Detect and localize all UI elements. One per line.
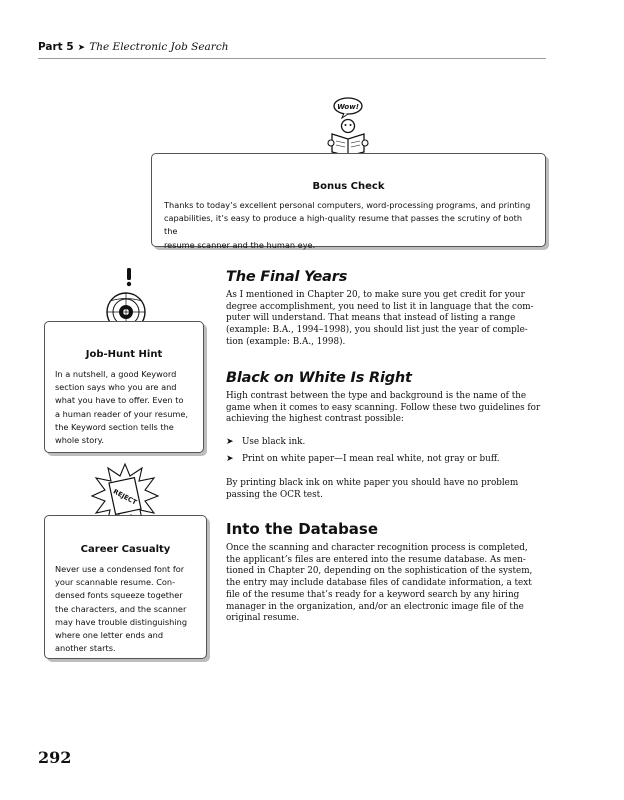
text-line: passing the OCR test. xyxy=(226,489,323,500)
text-line: tion (example: B.A., 1998). xyxy=(226,336,346,347)
text-line: In a nutshell, a good Keyword xyxy=(55,369,177,379)
text-line: where one letter ends and xyxy=(55,630,164,641)
section-paragraph xyxy=(226,543,548,625)
career-casualty-title: Career Casualty xyxy=(80,544,171,555)
text-line: the applicant’s files are entered into the resume database. As men- xyxy=(226,554,526,565)
text-line: As I mentioned in Chapter 20, to make sure you get credit for your xyxy=(226,290,525,300)
career-casualty-text xyxy=(55,563,196,655)
arrow-bullet-icon: ➤ xyxy=(226,454,234,464)
page-number: 292 xyxy=(38,748,72,767)
bonus-check-text xyxy=(164,199,533,252)
text-line: file of the resume that’s ready for a keyword search by any hiring xyxy=(226,589,520,600)
section-paragraph xyxy=(226,478,548,501)
bullet-text: Use black ink. xyxy=(242,437,306,447)
header-part-label: Part 5 xyxy=(38,41,74,53)
text-line: Thanks to today’s excellent personal computers, word-processing programs, and printing xyxy=(164,200,531,210)
section-paragraph xyxy=(226,290,548,349)
text-line: another starts. xyxy=(55,643,116,654)
job-hunt-hint-text xyxy=(55,368,193,447)
text-line: Never use a condensed font for xyxy=(55,564,185,574)
text-line: manager in the organization, and/or an electronic image file of the xyxy=(226,601,524,612)
text-line: the characters, and the scanner xyxy=(55,603,187,614)
reject-stamp-label: REJECT xyxy=(111,487,139,507)
text-line: game when it comes to easy scanning. Follow these two guidelines for xyxy=(226,402,541,413)
arrow-bullet-icon: ➤ xyxy=(226,437,234,447)
bullet-text: Print on white paper—I mean real white, not gray or buff. xyxy=(242,454,500,464)
text-line: original resume. xyxy=(226,613,300,624)
text-line: what you have to offer. Even to xyxy=(55,395,184,406)
text-line: capabilities, it’s easy to produce a high-quality resume that passes the scrutiny of both the xyxy=(164,213,523,237)
section-final-years xyxy=(226,269,548,349)
wow-label: Wow! xyxy=(337,103,359,111)
text-line: densed fonts squeeze together xyxy=(55,590,183,601)
section-heading: Into the Database xyxy=(226,520,379,538)
bonus-check-box xyxy=(151,153,546,250)
text-line: By printing black ink on white paper you should have no problem xyxy=(226,478,519,488)
bonus-check-title: Bonus Check xyxy=(312,181,385,192)
section-paragraph xyxy=(226,391,548,426)
text-line: (example: B.A., 1994–1998), you should list just the year of comple- xyxy=(226,325,528,336)
career-casualty-box xyxy=(44,515,207,659)
text-line: achieving the highest contrast possible: xyxy=(226,414,404,425)
text-line: the entry may include database files of candidate information, a text xyxy=(226,578,532,589)
list-item xyxy=(226,436,305,448)
header-title: The Electronic Job Search xyxy=(89,41,229,53)
text-line: the Keyword section tells the xyxy=(55,421,174,432)
job-hunt-hint-title: Job-Hunt Hint xyxy=(85,349,163,360)
running-header xyxy=(38,40,546,59)
section-heading: The Final Years xyxy=(226,269,348,285)
text-line: degree accomplishment, you need to list it in language that the com- xyxy=(226,301,534,312)
section-into-database xyxy=(226,520,548,625)
arrow-right-icon: ➤ xyxy=(77,43,86,53)
text-line: a human reader of your resume, xyxy=(55,408,189,419)
text-line: whole story. xyxy=(55,435,104,446)
text-line: may have trouble distinguishing xyxy=(55,616,188,627)
list-item xyxy=(226,453,500,465)
text-line: resume scanner and the human eye. xyxy=(164,239,316,250)
section-heading: Black on White Is Right xyxy=(226,370,412,386)
job-hunt-hint-box xyxy=(44,321,204,453)
text-line: section says who you are and xyxy=(55,382,177,393)
text-line: your scannable resume. Con- xyxy=(55,577,176,588)
text-line: Once the scanning and character recognition process is completed, xyxy=(226,543,528,553)
text-line: puter will understand. That means that instead of listing a range xyxy=(226,313,516,324)
text-line: High contrast between the type and background is the name of the xyxy=(226,391,527,401)
section-black-on-white xyxy=(226,370,548,426)
text-line: tioned in Chapter 20, depending on the sophistication of the system, xyxy=(226,566,533,577)
